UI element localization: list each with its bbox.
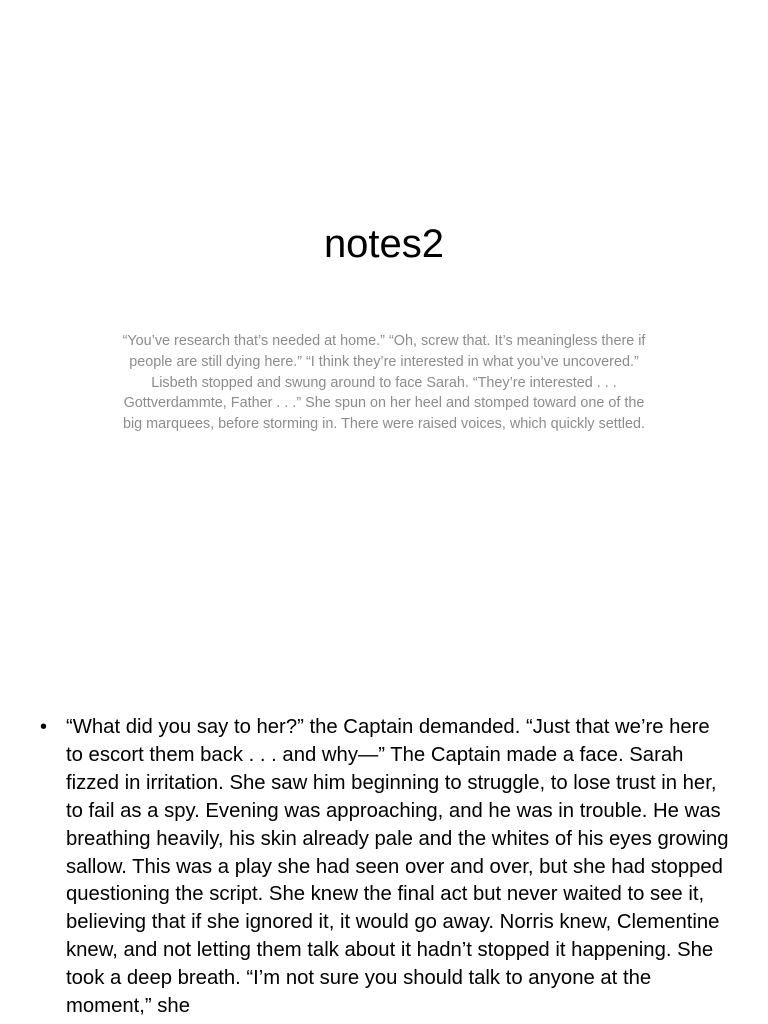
- bullet-text: “What did you say to her?” the Captain demanded. “Just that we’re here to escort them back . . . and why—” The Captain made a face. Sarah fizzed in irritation. She saw him beginning to struggle, to lose trust in her, to fail as a spy. Evening was approaching, and he was in trouble. He was breathing heavily, his skin already pale and the whites of his eyes growing sallow. This was a play she had seen over and over, but she had stopped questioning the script. She knew the final act but never waited to see it, believing that if she ignored it, it would go away. Norris knew, Clementine knew, and not letting them talk about it hadn’t stopped it happening. She took a deep breath. “I’m not sure you should talk to anyone at the moment,” she: [66, 716, 729, 1018]
- bullet-item: [40, 714, 730, 1021]
- bullet-dot-icon: •: [40, 716, 48, 738]
- slide-subtitle: “You’ve research that’s needed at home.” “Oh, screw that. It’s meaningless there if people are still dying here.” “I think they’re interested in what you’ve uncovered.” Lisbeth stopped and swung around to face Sarah. “They’re interested . . . Gottverdammte, Father . . .” She spun on her heel and stomped toward one of the big marquees, before storming in. There were raised voices, which quickly settled.: [122, 333, 646, 433]
- bullet-list: [40, 714, 730, 1021]
- slide-title: notes2: [323, 222, 445, 266]
